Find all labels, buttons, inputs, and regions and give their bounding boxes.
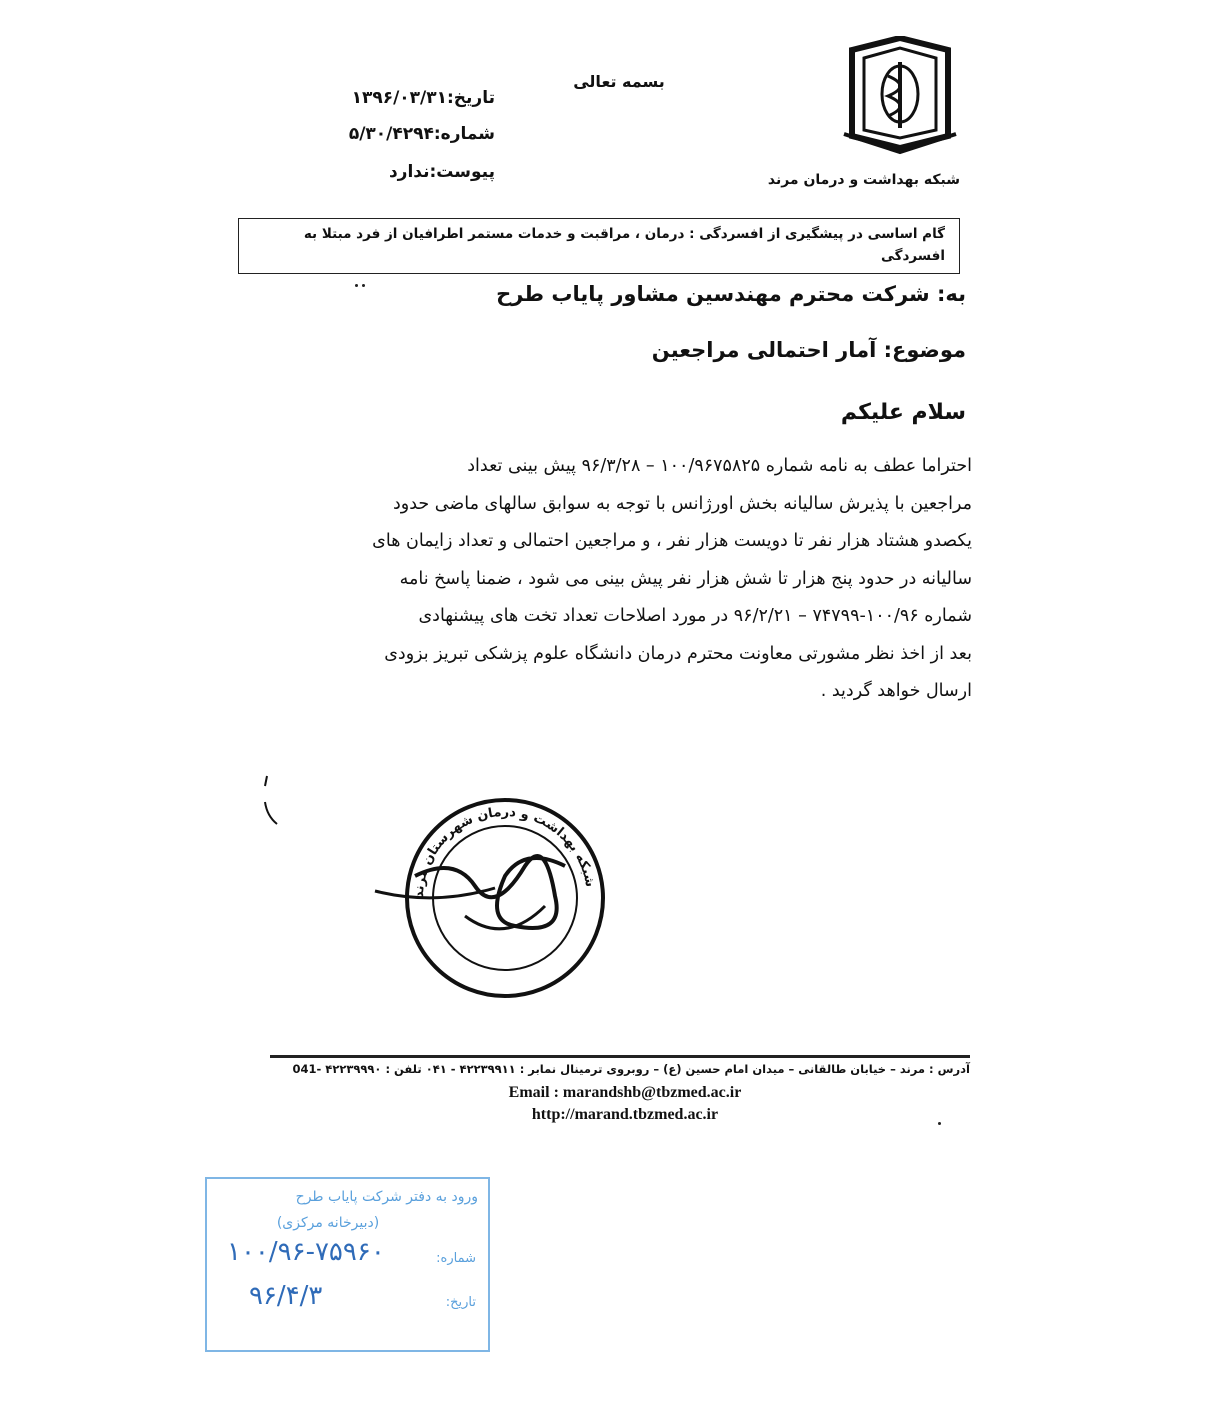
slogan-box: گام اساسی در پیشگیری از افسردگی : درمان ، مراقبت و خدمات مستمر اطرافیان از فرد مبتلا به افسردگی [238,218,960,274]
body-line: مراجعین با پذیرش سالیانه بخش اورژانس با توجه به سوابق سالهای ماضی حدود [392,493,972,514]
footer-email[interactable]: Email : marandshb@tbzmed.ac.ir [508,1084,742,1101]
body-line: سالیانه در حدود پنج هزار تا شش هزار نفر پیش بینی می شود ، ضمنا پاسخ نامه [399,568,972,589]
scan-dot [362,284,365,287]
stamp-date-value: ۹۶/۴/۳ [249,1281,323,1311]
letter-body [262,448,972,711]
greeting: سلام علیکم [840,400,966,425]
footer-website-link[interactable]: http://marand.tbzmed.ac.ir [531,1106,719,1123]
letter-date: تاریخ:۱۳۹۶/۰۳/۳۱ [351,88,495,108]
body-line: شماره ۱۰۰/۹۶-۷۴۷۹۹ – ۹۶/۲/۲۱ در مورد اصلاحات تعداد تخت های پیشنهادی [418,606,972,626]
seal-ring-text: شبکه بهداشت و درمان شهرستان مرند [411,804,598,899]
stamp-date-label: تاریخ: [445,1295,476,1310]
stamp-number-label: شماره: [436,1251,476,1266]
scan-dot [938,1122,941,1125]
body-line: بعد از اخذ نظر مشورتی معاونت محترم درمان دانشگاه علوم پزشکی تبریز بزودی [384,643,972,664]
stamp-number-value: ۱۰۰/۹۶-۷۵۹۶۰ [227,1237,385,1267]
recipient-line: به: شرکت محترم مهندسین مشاور پایاب طرح [496,282,966,306]
body-line: یکصدو هشتاد هزار نفر تا دویست هزار نفر ، و مراجعین احتمالی و تعداد زایمان های [372,531,972,551]
official-seal [355,796,610,1001]
footer-address: آدرس : مرند – خیابان طالقانی – میدان امام حسین (ع) – روبروی ترمینال نمابر : ۴۲۲۳۹۹۱۱ - ۰۴۱ تلفن : ۴۲۲۳۹۹۹۰ -041 [292,1062,970,1076]
body-line: احتراما عطف به نامه شماره ۱۰۰/۹۶۷۵۸۲۵ – ۹۶/۳/۲۸ پیش بینی تعداد [467,456,972,476]
footer-rule [270,1055,970,1058]
pen-mark [255,772,285,832]
bismillah-heading: بسمه تعالی [573,72,665,91]
stamp-line2: (دبیرخانه مرکزی) [276,1215,380,1231]
body-line: ارسال خواهد گردید . [820,681,972,701]
org-name: شبکه بهداشت و درمان مرند [767,172,960,188]
subject-line: موضوع: آمار احتمالی مراجعین [651,338,966,362]
organization-logo [838,36,962,162]
letter-number: شماره:۵/۳۰/۴۲۹۴ [348,124,495,144]
receipt-stamp [205,1177,490,1352]
scan-dot [355,284,358,287]
stamp-line1: ورود به دفتر شرکت پایاب طرح [295,1189,478,1205]
svg-text:شبکه بهداشت و درمان شهرستان مر [412,805,597,898]
letter-attachment: پیوست:ندارد [388,162,495,182]
